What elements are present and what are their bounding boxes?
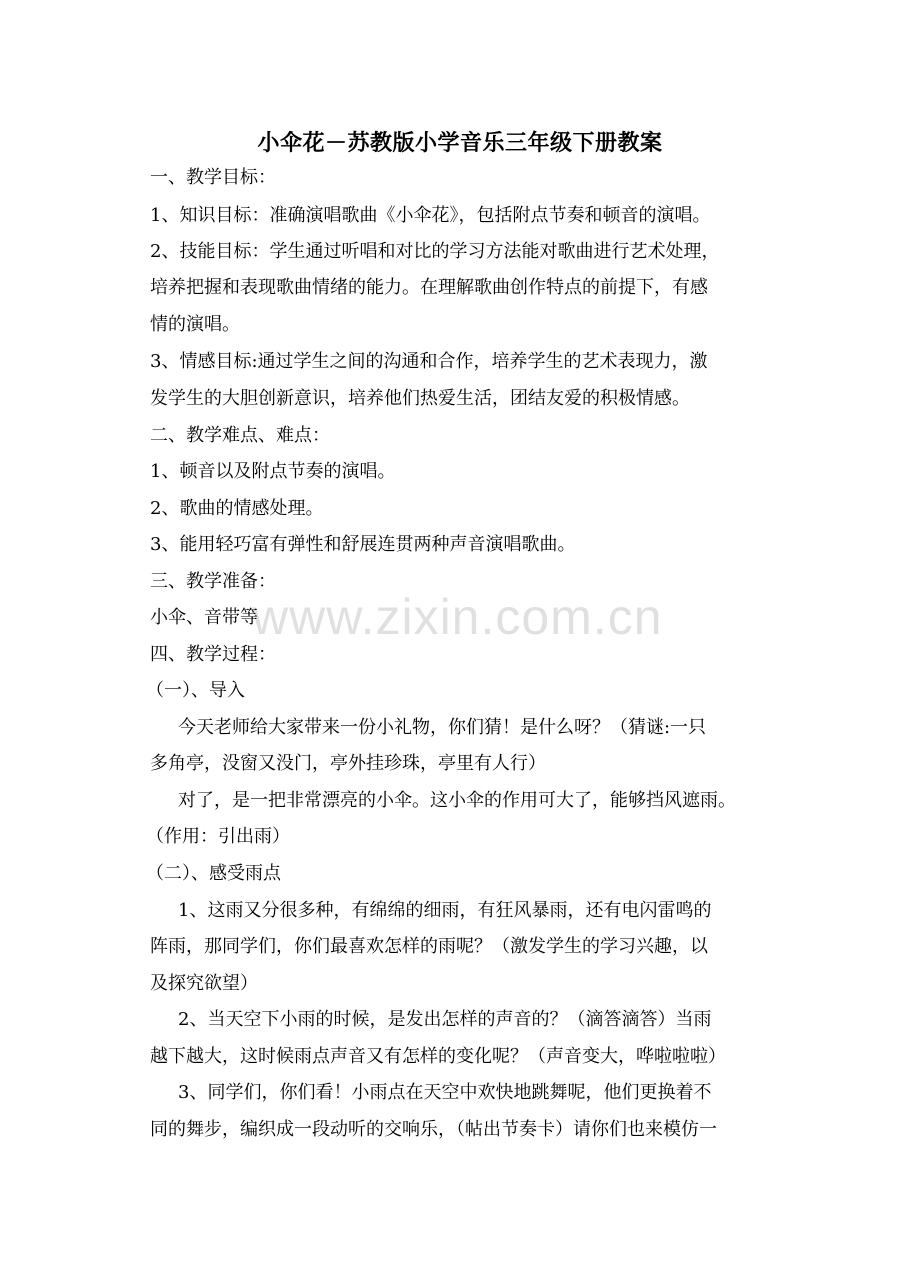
paragraph-line: 3、情感目标:通过学生之间的沟通和合作，培养学生的艺术表现力，激 — [150, 351, 708, 372]
paragraph-line: 3、同学们，你们看！小雨点在天空中欢快地跳舞呢，他们更换着不 — [178, 1082, 712, 1103]
paragraph-line: 2、当天空下小雨的时候，是发出怎样的声音的？（滴答滴答）当雨 — [178, 1009, 712, 1030]
paragraph-line: 小伞、音带等 — [150, 607, 258, 628]
paragraph-line: 培养把握和表现歌曲情绪的能力。在理解歌曲创作特点的前提下，有感 — [150, 277, 708, 298]
watermark: www.zixin.com.cn — [252, 589, 663, 645]
subsection-heading-raindrops: （二）、感受雨点 — [146, 863, 281, 884]
paragraph-line: 及探究欲望） — [150, 973, 258, 994]
paragraph-line: 对了，是一把非常漂亮的小伞。这小伞的作用可大了，能够挡风遮雨。 — [178, 790, 736, 811]
section-heading-preparation: 三、教学准备： — [150, 571, 276, 592]
paragraph-line: 2、歌曲的情感处理。 — [150, 498, 324, 519]
paragraph-line: 1、顿音以及附点节奏的演唱。 — [150, 461, 396, 482]
paragraph-line: 3、能用轻巧富有弹性和舒展连贯两种声音演唱歌曲。 — [150, 534, 576, 555]
section-heading-process: 四、教学过程： — [150, 644, 276, 665]
paragraph-line: 阵雨，那同学们，你们最喜欢怎样的雨呢？（激发学生的学习兴趣，以 — [150, 936, 708, 957]
paragraph-line: 情的演唱。 — [150, 314, 240, 335]
section-heading-objectives: 一、教学目标： — [150, 167, 276, 188]
paragraph-line: 越下越大，这时候雨点声音又有怎样的变化呢？（声音变大，哗啦啦啦） — [150, 1046, 726, 1067]
paragraph-line: 发学生的大胆创新意识，培养他们热爱生活，团结友爱的积极情感。 — [150, 388, 690, 409]
paragraph-line: 2、技能目标：学生通过听唱和对比的学习方法能对歌曲进行艺术处理， — [150, 241, 720, 262]
section-heading-difficulties: 二、教学难点、难点： — [150, 425, 330, 446]
paragraph-line: 1、这雨又分很多种，有绵绵的细雨，有狂风暴雨，还有电闪雷鸣的 — [178, 900, 712, 921]
paragraph-line: 今天老师给大家带来一份小礼物，你们猜！是什么呀？（猜谜:一只 — [178, 717, 707, 738]
paragraph-line: 1、知识目标：准确演唱歌曲《小伞花》，包括附点节奏和顿音的演唱。 — [150, 205, 711, 226]
subsection-heading-intro: （一）、导入 — [146, 680, 245, 701]
document-title: 小伞花－苏教版小学音乐三年级下册教案 — [257, 130, 663, 156]
paragraph-line: （作用：引出雨） — [146, 826, 290, 847]
paragraph-line: 多角亭，没窗又没门，亭外挂珍珠，亭里有人行） — [150, 753, 546, 774]
paragraph-line: 同的舞步，编织成一段动听的交响乐，（帖出节奏卡）请你们也来模仿一 — [150, 1119, 717, 1140]
